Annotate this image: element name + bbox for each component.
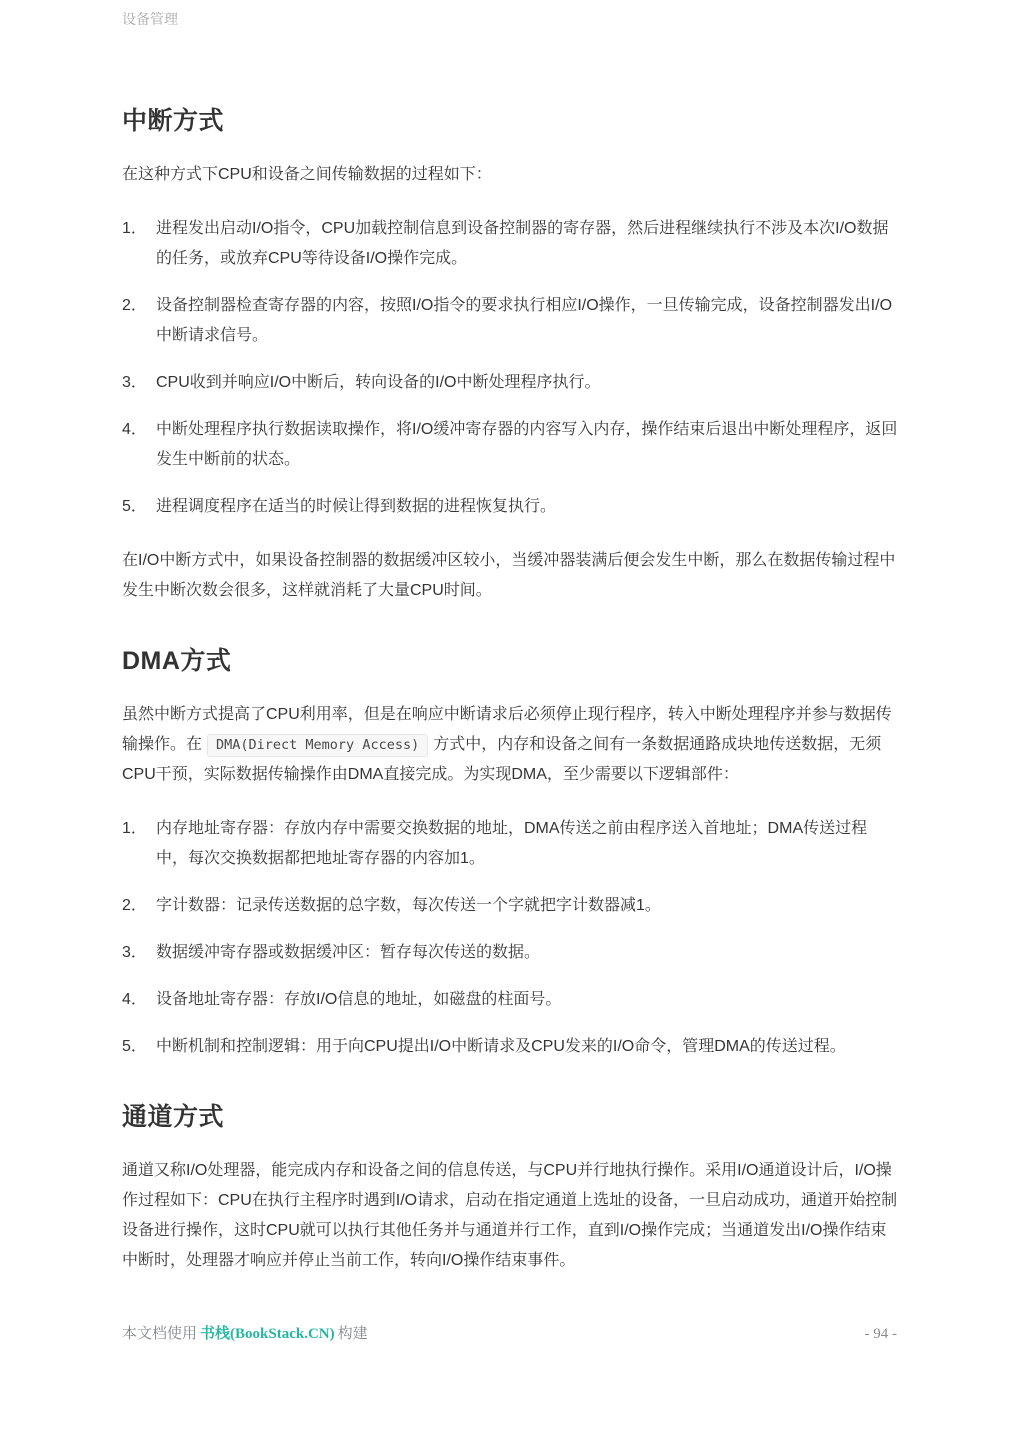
list-item-marker: 2． <box>122 297 147 314</box>
interrupt-ordered-list <box>122 214 898 522</box>
inline-code-dma: DMA(Direct Memory Access) <box>207 734 428 757</box>
list-item <box>122 891 898 921</box>
list-item-text: 数据缓冲寄存器或数据缓冲区：暂存每次传送的数据。 <box>156 944 541 961</box>
list-item <box>122 985 898 1015</box>
list-item-marker: 1． <box>122 220 147 237</box>
list-item-text: 进程发出启动I/O指令，CPU加载控制信息到设备控制器的寄存器，然后进程继续执行不涉及本次I/O数据的任务，或放弃CPU等待设备I/O操作完成。 <box>156 220 889 267</box>
list-item <box>122 938 898 968</box>
list-item-marker: 4． <box>122 991 147 1008</box>
list-item <box>122 415 898 475</box>
list-item-text: 进程调度程序在适当的时候让得到数据的进程恢复执行。 <box>156 498 557 515</box>
bookstack-link[interactable]: 书栈(BookStack.CN) <box>200 1326 335 1342</box>
list-item <box>122 1032 898 1062</box>
list-item-marker: 1． <box>122 820 147 837</box>
list-item-marker: 5． <box>122 498 147 515</box>
page-footer <box>122 1322 897 1346</box>
document-content <box>122 104 898 1298</box>
list-item-marker: 5． <box>122 1038 147 1055</box>
list-item-text: CPU收到并响应I/O中断后，转向设备的I/O中断处理程序执行。 <box>156 374 601 391</box>
list-item-text: 设备控制器检查寄存器的内容，按照I/O指令的要求执行相应I/O操作，一旦传输完成，设备控制器发出I/O中断请求信号。 <box>156 297 893 344</box>
list-item-text: 设备地址寄存器：存放I/O信息的地址，如磁盘的柱面号。 <box>156 991 562 1008</box>
list-item-text: 字计数器：记录传送数据的总字数，每次传送一个字就把字计数器减1。 <box>156 897 661 914</box>
section-title-channel: 通道方式 <box>122 1103 225 1131</box>
build-note <box>122 1322 368 1346</box>
dma-ordered-list <box>122 814 898 1062</box>
channel-paragraph: 通道又称I/O处理器，能完成内存和设备之间的信息传送，与CPU并行地执行操作。采用I/O通道设计后，I/O操作过程如下：CPU在执行主程序时遇到I/O请求，启动在指定通道上选址的设备，一旦启动成功，通道开始控制设备进行操作，这时CPU就可以执行其他任务并与通道并行工作，直到I/O操作完成；当通道发出I/O操作结束中断时，处理器才响应并停止当前工作，转向I/O操作结束事件。 <box>122 1162 898 1269</box>
dma-intro-paragraph <box>122 700 898 790</box>
section-title-dma: DMA方式 <box>122 647 232 675</box>
build-note-suffix: 构建 <box>337 1325 368 1342</box>
list-item <box>122 492 898 522</box>
dma-intro-after: 方式中，内存和设备之间有一条数据通路成块地传送数据，无须CPU干预，实际数据传输操作由DMA直接完成。为实现DMA，至少需要以下逻辑部件： <box>122 736 882 783</box>
list-item-marker: 3． <box>122 944 147 961</box>
list-item <box>122 214 898 274</box>
dma-intro-before: 虽然中断方式提高了CPU利用率，但是在响应中断请求后必须停止现行程序，转入中断处理程序并参与数据传输操作。在 <box>122 706 892 753</box>
interrupt-intro-paragraph: 在这种方式下CPU和设备之间传输数据的过程如下： <box>122 166 492 183</box>
list-item <box>122 291 898 351</box>
list-item-marker: 3． <box>122 374 147 391</box>
interrupt-outro-paragraph: 在I/O中断方式中，如果设备控制器的数据缓冲区较小，当缓冲器装满后便会发生中断，那么在数据传输过程中发生中断次数会很多，这样就消耗了大量CPU时间。 <box>122 552 896 599</box>
list-item <box>122 368 898 398</box>
list-item-marker: 4． <box>122 421 147 438</box>
breadcrumb: 设备管理 <box>122 11 178 27</box>
list-item-marker: 2． <box>122 897 147 914</box>
page-number: - 94 - <box>864 1326 897 1342</box>
list-item-text: 内存地址寄存器：存放内存中需要交换数据的地址，DMA传送之前由程序送入首地址；DMA传送过程中，每次交换数据都把地址寄存器的内容加1。 <box>156 820 868 867</box>
list-item-text: 中断处理程序执行数据读取操作，将I/O缓冲寄存器的内容写入内存，操作结束后退出中断处理程序，返回发生中断前的状态。 <box>156 421 898 468</box>
list-item <box>122 814 898 874</box>
list-item-text: 中断机制和控制逻辑：用于向CPU提出I/O中断请求及CPU发来的I/O命令，管理DMA的传送过程。 <box>156 1038 846 1055</box>
section-title-interrupt: 中断方式 <box>122 107 225 135</box>
build-note-prefix: 本文档使用 <box>122 1325 198 1342</box>
